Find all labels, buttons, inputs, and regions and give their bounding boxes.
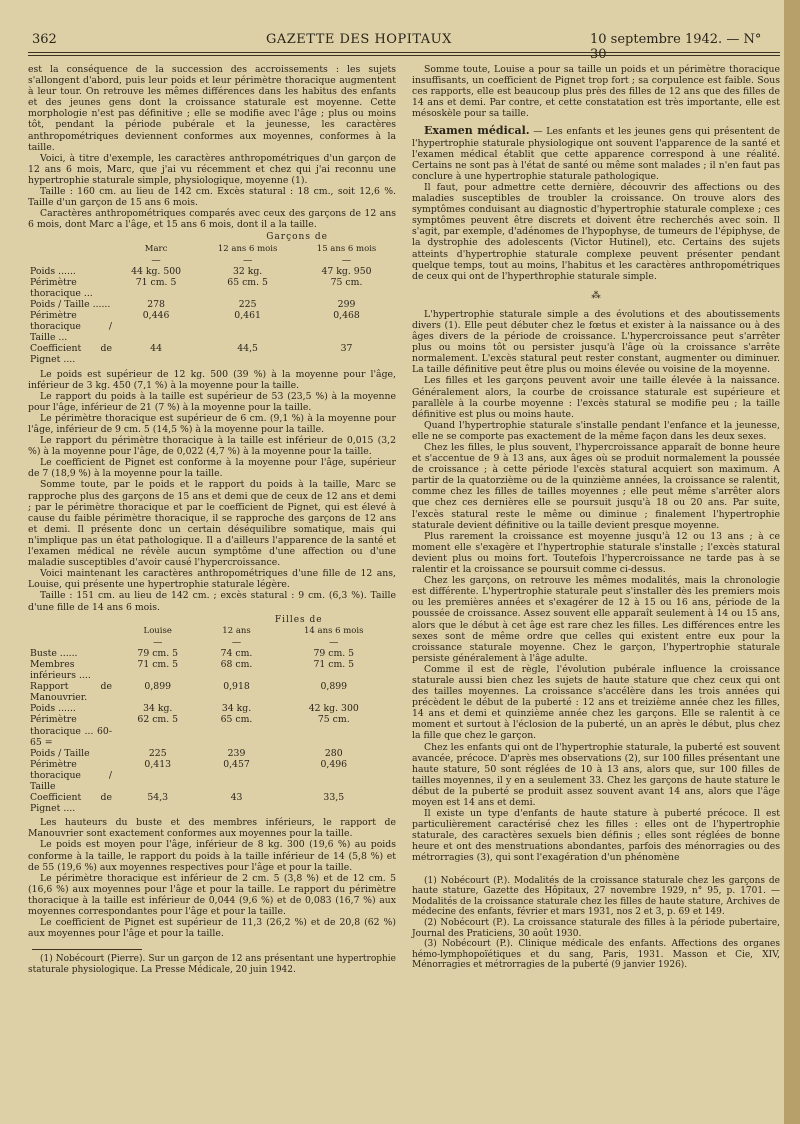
paragraph: Les hauteurs du buste et des membres inférieurs, le rapport de Manouvrier sont exactement conformes aux moyennes pour la taille.: [28, 817, 396, 840]
footnotes: [28, 954, 396, 975]
paragraph: L'hypertrophie staturale simple a des évolutions et des aboutissements divers (1). Elle peut débuter chez le fœtus et exister à la naissance ou à des âges divers de la période de croissance. L'hypercroissance peut s'arrêter plus ou moins tôt ou persister jusqu'à l'âge où la croissance s'arrête normalement. L'excès statural peut rester constant, augmenter ou diminuer. La taille définitive peut être plus ou moins élevée ou voisine de la moyenne.: [412, 308, 780, 376]
paragraph: Le coefficient de Pignet est conforme à la moyenne pour l'âge, supérieur de 7 (18,9 %) à la moyenne pour la taille.: [28, 457, 396, 480]
cell: 32 kg.: [232, 265, 263, 277]
row-label: Périmètre thoracique ... 60-65 =: [30, 714, 112, 748]
paragraph: Il existe un type d'enfants de haute stature à puberté précoce. Il est particulièrement caractérisé chez les filles : elles ont de l'hypertrophie staturale, des caractères sexuels bien définis ; elles sont réglées de bonne heure et ont des menstruations abondantes, parfois des ménorragies ou des métrorragies (3), qui sont l'exagération d'un phénomène: [412, 808, 780, 864]
cell: 71 cm. 5: [313, 658, 355, 670]
page-number: 362: [32, 32, 57, 47]
paragraph: Comme il est de règle, l'évolution pubérale influence la croissance staturale aussi bien chez les sujets de haute stature que chez ceux qui ont des tailles moyennes. La croissance s'accélère dans les trois années qui précèdent le début de la puberté : 12 ans et treizième année chez les filles, 14 ans et demi et quinzième année chez les garçons. Elle se ralentit à ce moment et surtout à l'éclosion de la puberté, un an après le début, plus chez la fille que chez le garçon.: [412, 663, 780, 742]
cell: 0,413: [144, 758, 172, 770]
cell: 33,5: [323, 792, 345, 804]
paragraph-text: — Les enfants et les jeunes gens qui présentent de l'hypertrophie staturale physiologique ont souvent l'apparence de la santé et l'examen médical établit que cette apparence correspond à une réalité. Certains ne sont pas à l'état de santé ou même sont malades ; il n'en faut pas conclure à une hypertrophie staturale pathologique.: [412, 126, 780, 182]
cell: 239: [227, 747, 246, 759]
cell: 79 cm. 5: [137, 647, 179, 659]
paragraph: Le poids est supérieur de 12 kg. 500 (39 %) à la moyenne pour l'âge, inférieur de 3 kg. 450 (7,1 %) à la moyenne pour la taille.: [28, 368, 396, 391]
row-label: Périmètre thoracique ...: [30, 276, 93, 299]
column-header: 14 ans 6 mois: [304, 625, 364, 636]
cell: 278: [147, 298, 165, 310]
measurements-table-marc: Garçons de Marc 12 ans 6 mois 15 ans 6 mois — — — Poids ...... 44 kg. 500 32 kg. 47 kg. 950 Périmètre thoracique ... 71 cm. 5 65 cm. 5 75 cm. Poids / Taille ...... 278 225 299 Périmètre thoracique / Taille ... 0,446 0,461 0,468 Coefficient de Pignet .... 44 44,5 37: [28, 232, 396, 365]
table-row: [28, 659, 396, 681]
table-row: [28, 703, 396, 714]
paragraph: Chez les filles, le plus souvent, l'hypercroissance apparaît de bonne heure et s'accentue de 9 à 13 ans, aux âges où se produit normalement la poussée de croissance ; à cette période l'excès statural acquiert son maximum. A partir de la quatorzième ou de la quinzième années, la croissance se ralentit, comme chez les filles de tailles moyennes ; elle peut même s'arrêter alors que chez ces dernières elle se poursuit jusqu'à 18 ou 20 ans. Par suite, l'excès statural reste le même ou diminue ; finalement l'hypertrophie staturale devient définitive ou la taille devient presque moyenne.: [412, 442, 780, 531]
row-label: Périmètre thoracique / Taille ...: [30, 310, 112, 344]
paragraph: Le rapport du périmètre thoracique à la taille est inférieur de 0,015 (3,2 %) à la moyenne pour l'âge, de 0,022 (4,7 %) à la moyenne pour la taille.: [28, 435, 396, 458]
header-rule: [28, 52, 780, 53]
cell: 34 kg.: [143, 703, 173, 715]
table-row: [28, 310, 396, 343]
row-label: Coefficient de Pignet ....: [30, 343, 112, 366]
cell: 0,918: [223, 681, 250, 693]
row-label: Coefficient de Pignet ....: [30, 792, 112, 815]
table-row: [28, 714, 396, 747]
table-row: [28, 299, 396, 310]
row-label: Buste ......: [30, 647, 78, 659]
cell: 42 kg. 300: [308, 703, 359, 715]
issue-date: 10 septembre 1942. — N° 30: [590, 32, 762, 62]
paragraph: Voici, à titre d'exemple, les caractères anthropométriques d'un garçon de 12 ans 6 mois, Marc, que j'ai vu récemment et chez qui j'ai reconnu une hypertrophie staturale simple, physiologique, moyenne (1).: [28, 152, 396, 186]
cell: 71 cm. 5: [135, 276, 177, 288]
row-label: Rapport de Manouvrier.: [30, 681, 112, 704]
cell: 62 cm. 5: [137, 714, 179, 726]
page-edge: [784, 0, 800, 1124]
section-heading: Examen médical.: [424, 124, 530, 138]
table-row: [28, 748, 396, 759]
row-label: Périmètre thoracique / Taille: [30, 758, 112, 792]
paragraph: Le rapport du poids à la taille est supérieur de 53 (23,5 %) à la moyenne pour l'âge, inférieur de 21 (7 %) à la moyenne pour la taille.: [28, 390, 396, 413]
footnote: (1) Nobécourt (P.). Modalités de la croissance staturale chez les garçons de haute stature, Gazette des Hôpitaux, 27 novembre 1929, n° 95, p. 1701. — Modalités de la croissance staturale chez les filles de haute stature, Archives de médecine des enfants, février et mars 1931, nos 2 et 3, p. 69 et 149.: [412, 875, 780, 918]
cell: 43: [230, 792, 243, 804]
cell: 54,3: [147, 792, 169, 804]
footnote: (3) Nobécourt (P.). Clinique médicale des enfants. Affections des organes hémo-lymphopoïétiques et du sang, Paris, 1931. Masson et Cie, XIV, Ménorragies et métrorragies de la puberté (9 janvier 1926).: [412, 939, 780, 971]
column-header: 12 ans: [222, 625, 251, 636]
cell: 225: [238, 298, 257, 310]
table-row: [28, 759, 396, 792]
paragraph: Il faut, pour admettre cette dernière, découvrir des affections ou des maladies susceptibles de troubler la croissance. On trouve alors des symptômes conduisant au diagnostic d'hypertrophie staturale complexe ; ces symptômes peuvent être discrets et doivent être recherchés avec soin. Il s'agit, par exemple, d'adénomes de l'hypophyse, de tumeurs de l'épiphyse, de la dystrophie des adolescents (Victor Hutinel), etc. Certains des sujets atteints d'hypertrophie staturale complexe peuvent présenter pendant quelque temps, tout au moins, l'habitus et les caractères anthropométriques de ceux qui ont de l'hyperthrophie staturale simple.: [412, 181, 780, 282]
table-row: [28, 266, 396, 277]
footnotes: [412, 876, 780, 971]
table-row: [28, 343, 396, 365]
row-label: Poids ......: [30, 265, 76, 277]
cell: 0,461: [234, 310, 261, 322]
cell: 74 cm.: [220, 647, 253, 659]
paragraph: Somme toute, Louise a pour sa taille un poids et un périmètre thoracique insuffisants, un coefficient de Pignet trop fort ; sa corpulence est faible. Sous ces rapports, elle est beaucoup plus près des filles de 12 ans que des filles de 14 ans et demi. Par contre, et cette constatation est très importante, elle est mésoskèle pour sa taille.: [412, 64, 780, 120]
journal-title: GAZETTE DES HOPITAUX: [266, 32, 452, 47]
cell: 280: [324, 747, 343, 759]
section-paragraph: [412, 125, 780, 181]
cell: 225: [148, 747, 167, 759]
paragraph: Chez les enfants qui ont de l'hypertrophie staturale, la puberté est souvent avancée, précoce. D'après mes observations (2), sur 100 filles présentant une haute stature, 50 sont réglées de 10 à 13 ans, alors que, sur 100 filles de tailles moyennes, il y en a seulement 33. Chez les garçons de haute stature le début de la puberté se produit assez souvent avant 14 ans, alors que l'âge moyen est 14 ans et demi.: [412, 741, 780, 808]
table-row: [28, 277, 396, 299]
table-row: [28, 792, 396, 814]
table-row: [28, 681, 396, 703]
footnote: (1) Nobécourt (Pierre). Sur un garçon de 12 ans présentant une hypertrophie staturale physiologique. La Presse Médicale, 20 juin 1942.: [28, 954, 396, 975]
cell: 71 cm. 5: [137, 658, 179, 670]
cell: 0,899: [144, 681, 172, 693]
column-header: 15 ans 6 mois: [316, 243, 377, 254]
cell: 75 cm.: [330, 276, 363, 288]
cell: 44 kg. 500: [131, 265, 182, 277]
cell: 47 kg. 950: [321, 265, 372, 277]
paragraph: Chez les garçons, on retrouve les mêmes modalités, mais la chronologie est différente. L'hypertrophie staturale peut s'installer dès les premiers mois ou les premières années et s'exagérer de 12 à 15 ou 16 ans, période de la poussée de croissance. Assez souvent elle apparaît seulement à 14 ou 15 ans, alors que le début à cet âge est rare chez les filles. Les différences entre les sexes sont de même ordre que celles qui existent entre eux pour la croissance staturale moyenne. Chez le garçon, l'hypertrophie staturale persiste généralement à l'âge adulte.: [412, 575, 780, 664]
paragraph: Plus rarement la croissance est moyenne jusqu'à 12 ou 13 ans ; à ce moment elle s'exagère et l'hypertrophie staturale s'installe ; l'excès statural devient plus ou moins fort. Toutefois l'hypercroissance ne tarde pas à se ralentir et la croissance se poursuit comme ci-dessus.: [412, 530, 780, 576]
left-column: [28, 64, 396, 976]
cell: 65 cm. 5: [227, 276, 268, 288]
cell: 68 cm.: [220, 658, 253, 670]
row-label: Poids / Taille ......: [30, 298, 111, 310]
paragraph: Taille : 160 cm. au lieu de 142 cm. Excès statural : 18 cm., soit 12,6 %. Taille d'un garçon de 15 ans 6 mois.: [28, 186, 396, 209]
paragraph: Le périmètre thoracique est inférieur de 2 cm. 5 (3,8 %) et de 12 cm. 5 (16,6 %) aux moyennes pour l'âge et pour la taille. Le rapport du périmètre thoracique à la taille est inférieur de 0,044 (9,6 %) et de 0,083 (16,7 %) aux moyennes correspondantes pour l'âge et pour la taille.: [28, 872, 396, 918]
right-column: [412, 64, 780, 971]
cell: 0,899: [320, 681, 348, 693]
footnote: (2) Nobécourt (P.). La croissance staturale des filles à la période pubertaire, Journal des Praticiens, 30 août 1930.: [412, 917, 780, 939]
paragraph: Somme toute, par le poids et le rapport du poids à la taille, Marc se rapproche plus des garçons de 15 ans et demi que de ceux de 12 ans et demi ; par le périmètre thoracique et par le coefficient de Pignet, qui est élevé à cause du faible périmètre thoracique, il se rapproche des garçons de 12 ans et demi. Il présente donc un certain déséquilibre somatique, mais qui n'implique pas un état pathologique. Il a d'ailleurs l'apparence de la santé et l'examen médical ne révèle aucun symptôme d'une affection ou d'une maladie susceptibles d'avoir causé l'hypercroissance.: [28, 479, 396, 569]
cell: 0,457: [223, 758, 250, 770]
cell: 299: [337, 298, 356, 310]
column-header: Marc: [144, 243, 168, 254]
column-header: 12 ans 6 mois: [217, 243, 278, 254]
cell: 65 cm.: [220, 714, 253, 726]
header-rule-2: [28, 55, 780, 56]
paragraph: Les filles et les garçons peuvent avoir une taille élevée à la naissance. Généralement alors, la courbe de croissance staturale est supérieure et parallèle à la courbe moyenne : l'excès statural se modifie peu ; la taille définitive est plus ou moins haute.: [412, 375, 780, 420]
paragraph: Le coefficient de Pignet est supérieur de 11,3 (26,2 %) et de 20,8 (62 %) aux moyennes pour l'âge et pour la taille.: [28, 917, 396, 940]
cell: 44,5: [237, 343, 258, 355]
footnote-rule: [32, 949, 142, 950]
paragraph: Le poids est moyen pour l'âge, inférieur de 8 kg. 300 (19,6 %) au poids conforme à la taille, le rapport du poids à la taille inférieur de 14 (5,8 %) et de 55 (19,6 %) aux moyennes respectives pour l'âge et pour la taille.: [28, 839, 396, 873]
cell: 0,496: [320, 758, 348, 770]
row-label: Poids / Taille: [30, 747, 90, 759]
cell: 79 cm. 5: [313, 647, 355, 659]
table-group-header: Garçons de: [266, 232, 328, 243]
paragraph: Le périmètre thoracique est supérieur de 6 cm. (9,1 %) à la moyenne pour l'âge, inférieur de 9 cm. 5 (14,5 %) à la moyenne pour la taille.: [28, 412, 396, 435]
cell: 37: [340, 343, 353, 355]
paragraph: Voici maintenant les caractères anthropométriques d'une fille de 12 ans, Louise, qui présente une hypertrophie staturale légère.: [28, 568, 396, 591]
page-header: [28, 32, 780, 62]
paragraph: est la conséquence de la succession des accroissements : les sujets s'allongent d'abord, puis leur poids et leur périmètre thoracique augmentent à leur tour. On retrouve les mêmes différences dans les habitus des enfants et des jeunes gens dont la croissance staturale est moyenne. Cette morphologie n'est pas définitive ; elle se modifie avec l'âge ; plus ou moins tôt, pendant la période pubérale et la jeunesse, les caractères anthropométriques deviennent conformes aux moyennes, conformes à la taille.: [28, 64, 396, 153]
measurements-table-louise: Filles de Louise 12 ans 14 ans 6 mois — — — Buste ...... 79 cm. 5 74 cm. 79 cm. 5 Membres inférieurs .... 71 cm. 5 68 cm. 71 cm. 5 Rapport de Manouvrier. 0,899 0,918 0,899 Poids ...... 34 kg. 34 kg. 42 kg. 300 Périmètre thoracique ... 60-65 = 62 cm. 5 65 cm. 75 cm. Poids / Taille 225 239 280 Périmètre thoracique / Taille 0,413 0,457 0,496 Coefficient de Pignet .... 54,3 43 33,5: [28, 615, 396, 815]
cell: 75 cm.: [317, 714, 350, 726]
paragraph: Quand l'hypertrophie staturale s'installe pendant l'enfance et la jeunesse, elle ne se comporte pas exactement de la même façon dans les deux sexes.: [412, 419, 780, 442]
paragraph: Caractères anthropométriques comparés avec ceux des garçons de 12 ans 6 mois, dont Marc a l'âge, et 15 ans 6 mois, dont il a la taille.: [28, 208, 396, 231]
cell: 0,468: [333, 310, 360, 322]
table-group-header: Filles de: [274, 614, 323, 625]
row-label: Poids ......: [30, 703, 76, 715]
row-label: Membres inférieurs ....: [30, 658, 91, 682]
cell: 44: [150, 343, 162, 355]
cell: 34 kg.: [221, 703, 252, 715]
section-separator-asterism: ⁂: [591, 289, 601, 301]
paragraph: Taille : 151 cm. au lieu de 142 cm. ; excès statural : 9 cm. (6,3 %). Taille d'une fille de 14 ans 6 mois.: [28, 590, 396, 613]
cell: 0,446: [142, 310, 170, 322]
column-header: Louise: [143, 625, 172, 636]
table-row: [28, 648, 396, 659]
